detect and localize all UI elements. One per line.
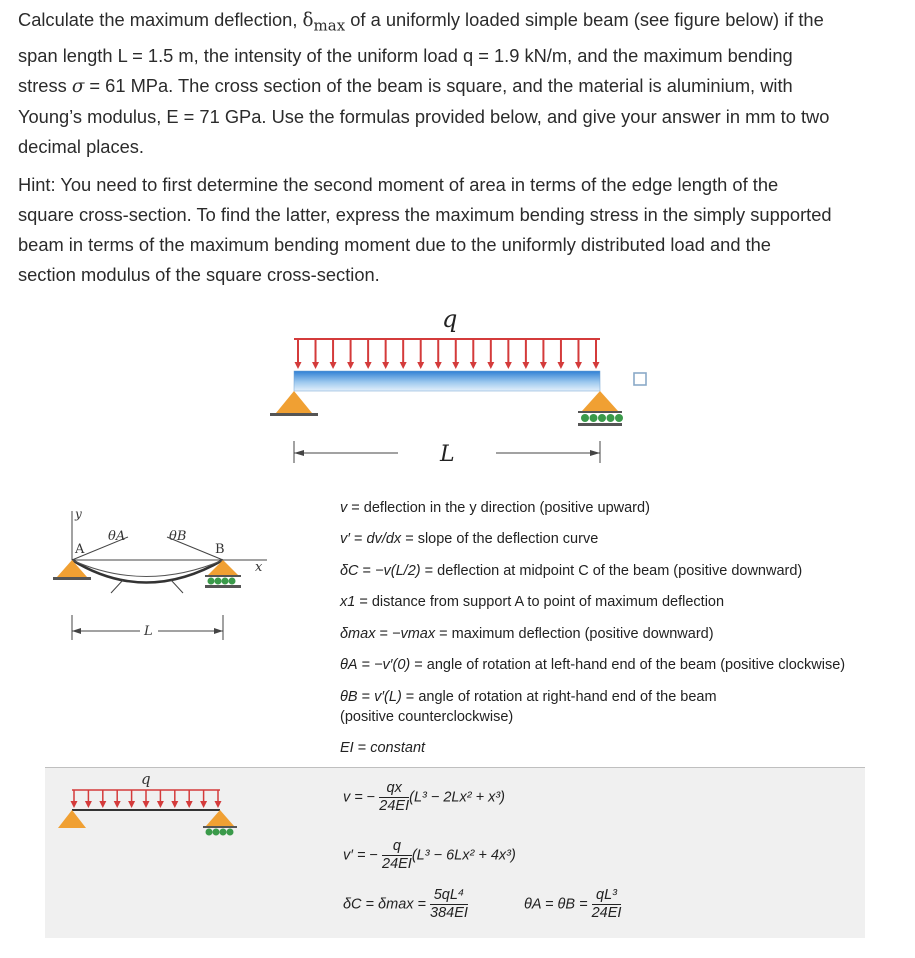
load-arrowhead (365, 362, 372, 369)
problem-line-2: span length L = 1.5 m, the intensity of the uniform load q = 1.9 kN/m, and the maximum bending (18, 44, 793, 66)
load-arrowhead (330, 362, 337, 369)
legend-ei: EI = constant (340, 740, 426, 756)
load-arrowhead (312, 362, 319, 369)
load-arrowhead (295, 362, 302, 369)
legend-v: v = deflection in the y direction (positive upward) (340, 500, 650, 516)
problem-statement (18, 5, 903, 162)
load-arrows (294, 339, 600, 369)
load-arrowhead (575, 362, 582, 369)
load-arrowhead (114, 801, 121, 808)
load-arrowhead (143, 801, 150, 808)
loaded-beam-icon (55, 770, 245, 855)
problem-line-1: Calculate the maximum deflection, $\delta_{max}$ of a uniformly loaded simple beam (see figure below) if the (18, 9, 824, 35)
formula-max-deflection: δC = δmax = $\frac{\text{5qL⁴}}{384EI}$ (343, 887, 468, 921)
legend-vprime: v′ = dv/dx = slope of the deflection curve (340, 531, 599, 547)
legend-theta-b-cont: (positive counterclockwise) (340, 709, 514, 725)
problem-line-5: decimal places. (18, 135, 144, 157)
legend-delta-max: δmax = −vmax = maximum deflection (positive downward) (340, 626, 714, 642)
load-arrowhead (557, 362, 564, 369)
problem-line-3: stress σ = 61 MPa. The cross section of the beam is square, and the material is aluminium, with (18, 74, 793, 97)
load-arrowhead (593, 362, 600, 369)
load-arrowhead (186, 801, 193, 808)
hint-line-3: beam in terms of the maximum bending moment due to the uniformly distributed load and the (18, 234, 771, 255)
svg-text:L: L (144, 624, 153, 639)
point-a-label: A (75, 542, 85, 557)
load-arrowhead (417, 362, 424, 369)
svg-text:x: x (255, 560, 263, 575)
load-arrowhead (452, 362, 459, 369)
load-arrowhead (71, 801, 78, 808)
legend-x1: x1 = distance from support A to point of maximum deflection (340, 594, 725, 610)
load-arrowhead (435, 362, 442, 369)
load-arrowhead (200, 801, 207, 808)
load-arrowhead (215, 801, 222, 808)
span-dimension (294, 441, 600, 467)
deflection-diagram (45, 505, 280, 650)
hint (18, 170, 903, 290)
pin-support-a (270, 391, 318, 416)
load-arrowhead (171, 801, 178, 808)
load-arrowhead (347, 362, 354, 369)
theta-b-label: θB (169, 529, 187, 544)
formula-deflection: v = − $\frac{qx}{24EI}$ (L³ − 2Lx² + x³) (343, 780, 506, 814)
load-arrowhead (85, 801, 92, 808)
hint-line-1: Hint: You need to first determine the second moment of area in terms of the edge length of the (18, 174, 779, 195)
roller-support-b (578, 391, 623, 426)
problem-line-4: Young’s modulus, E = 71 GPa. Use the formulas provided below, and give your answer in mm to two (18, 105, 830, 127)
svg-text:q: q (141, 770, 151, 788)
legend-delta-c: δC = −v(L/2) = deflection at midpoint C of the beam (positive downward) (340, 563, 803, 579)
load-label: q (442, 305, 458, 333)
load-arrowhead (99, 801, 106, 808)
hint-line-4: section modulus of the square cross-section. (18, 264, 380, 285)
load-arrowhead (157, 801, 164, 808)
load-arrowhead (382, 362, 389, 369)
load-arrowhead (522, 362, 529, 369)
load-arrowhead (128, 801, 135, 808)
load-arrowhead (487, 362, 494, 369)
formula-slope: v′ = − $\frac{q}{24EI}$ (L³ − 6Lx² + 4x³) (343, 838, 516, 872)
sigma-symbol: σ (71, 75, 85, 97)
beam (294, 371, 600, 391)
cross-section-icon (634, 373, 646, 385)
load-arrowhead (505, 362, 512, 369)
svg-text:y: y (75, 507, 82, 521)
span-label: L (440, 442, 455, 467)
load-arrowhead (470, 362, 477, 369)
load-arrowhead (540, 362, 547, 369)
point-b-label: B (215, 542, 225, 557)
legend-theta-b: θB = v′(L) = angle of rotation at right-hand end of the beam (340, 689, 717, 705)
load-arrowhead (400, 362, 407, 369)
delta-symbol: δ (302, 10, 314, 31)
theta-a-label: θA (108, 529, 126, 544)
legend-theta-a: θA = −v′(0) = angle of rotation at left-hand end of the beam (positive clockwise) (340, 657, 846, 673)
formula-end-rotation: θA = θB = $\frac{\text{qL³}}{24EI}$ (524, 887, 622, 921)
beam-figure (260, 295, 660, 475)
hint-line-2: square cross-section. To find the latter, express the maximum bending stress in the simply supported (18, 204, 832, 225)
